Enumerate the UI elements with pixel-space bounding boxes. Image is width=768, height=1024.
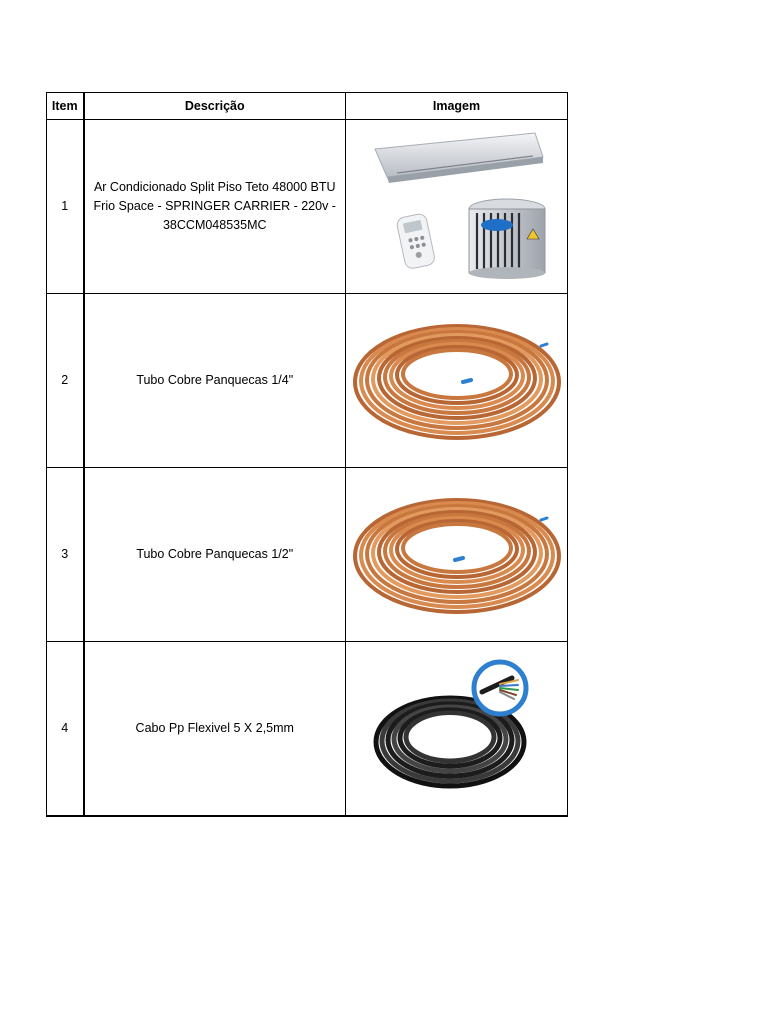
item-image-cell [346, 294, 568, 468]
item-number: 3 [47, 468, 84, 642]
tube-end-cap [455, 558, 463, 560]
items-sheet [46, 92, 567, 817]
item-description-text: Tubo Cobre Panquecas 1/4" [136, 373, 294, 387]
header-item: Item [47, 93, 84, 120]
indoor-unit [375, 133, 543, 183]
item-description [84, 642, 346, 816]
table-row [47, 468, 568, 642]
tube-end-cap [463, 380, 471, 382]
table-row [47, 642, 568, 816]
item-image-cell [346, 120, 568, 294]
item-image-cell [346, 468, 568, 642]
table-row [47, 120, 568, 294]
item-description [84, 294, 346, 468]
table-header-row [47, 93, 568, 120]
remote-control [395, 212, 435, 269]
copper-tube-coil-photo [351, 490, 563, 620]
item-image-cell [346, 642, 568, 816]
item-description-text: Tubo Cobre Panquecas 1/2" [136, 547, 294, 561]
item-description [84, 120, 346, 294]
copper-tube-coil-photo [351, 316, 563, 446]
item-number: 2 [47, 294, 84, 468]
cable-detail-ring [474, 662, 526, 714]
outdoor-condenser [469, 199, 545, 279]
air-conditioner-set-photo [357, 127, 557, 287]
item-number: 4 [47, 642, 84, 816]
item-number: 1 [47, 120, 84, 294]
table-row [47, 294, 568, 468]
items-table [46, 92, 568, 817]
item-description [84, 468, 346, 642]
black-cable-coil-photo [372, 658, 542, 798]
header-image: Imagem [346, 93, 568, 120]
item-description-text: Cabo Pp Flexivel 5 X 2,5mm [135, 720, 294, 735]
item-description-text: Ar Condicionado Split Piso Teto 48000 BTU Frio Space - SPRINGER CARRIER - 220v - 38CCM048535MC [93, 180, 336, 232]
header-description: Descrição [84, 93, 346, 120]
